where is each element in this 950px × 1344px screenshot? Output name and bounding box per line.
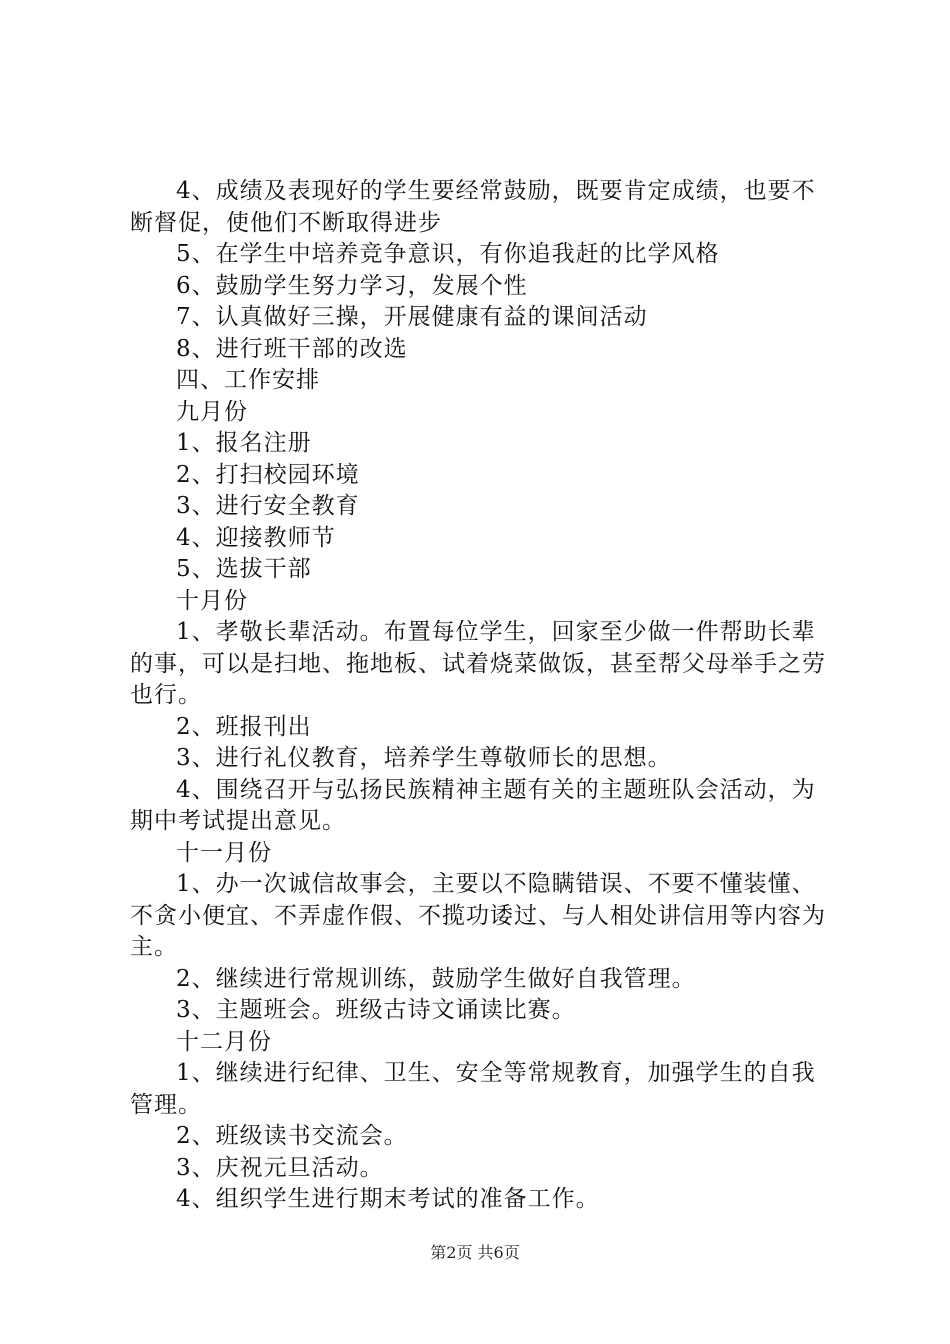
paragraph: 1、办一次诚信故事会，主要以不隐瞒错误、不要不懂装懂、不贪小便宜、不弄虚作假、不揽功诿过、与人相处讲信用等内容为主。 [130, 871, 826, 960]
paragraph: 7、认真做好三操，开展健康有益的课间活动 [176, 304, 648, 330]
section-heading: 四、工作安排 [176, 367, 320, 393]
paragraph: 1、继续进行纪律、卫生、安全等常规教育，加强学生的自我管理。 [130, 1060, 816, 1118]
paragraph: 4、成绩及表现好的学生要经常鼓励，既要肯定成绩，也要不断督促，使他们不断取得进步 [130, 178, 816, 236]
paragraph: 2、打扫校园环境 [176, 461, 360, 488]
paragraph: 4、迎接教师节 [176, 524, 336, 551]
month-heading: 十二月份 [176, 1028, 272, 1055]
paragraph: 5、在学生中培养竞争意识，有你追我赶的比学风格 [176, 241, 720, 267]
paragraph: 2、班级读书交流会。 [176, 1123, 408, 1149]
month-heading: 十月份 [176, 587, 248, 614]
page-footer: 第2页 共6页 [430, 1243, 520, 1262]
paragraph: 3、主题班会。班级古诗文诵读比赛。 [176, 997, 576, 1023]
paragraph: 3、进行礼仪教育，培养学生尊敬师长的思想。 [176, 745, 672, 771]
paragraph: 2、继续进行常规训练，鼓励学生做好自我管理。 [176, 965, 696, 992]
paragraph: 3、庆祝元旦活动。 [176, 1154, 384, 1181]
month-heading: 十一月份 [176, 839, 272, 866]
paragraph: 4、组织学生进行期末考试的准备工作。 [176, 1186, 600, 1212]
paragraph: 5、选拔干部 [176, 556, 312, 582]
paragraph: 1、报名注册 [176, 430, 312, 456]
month-heading: 九月份 [176, 398, 248, 425]
paragraph: 3、进行安全教育 [176, 493, 360, 519]
paragraph: 8、进行班干部的改选 [176, 335, 408, 362]
paragraph: 6、鼓励学生努力学习，发展个性 [176, 272, 528, 299]
paragraph: 4、围绕召开与弘扬民族精神主题有关的主题班队会活动，为期中考试提出意见。 [130, 776, 816, 834]
paragraph: 2、班报刊出 [176, 713, 312, 740]
document-body [130, 176, 835, 1216]
paragraph: 1、孝敬长辈活动。布置每位学生，回家至少做一件帮助长辈的事，可以是扫地、拖地板、试着烧菜做饭，甚至帮父母举手之劳也行。 [130, 619, 826, 708]
